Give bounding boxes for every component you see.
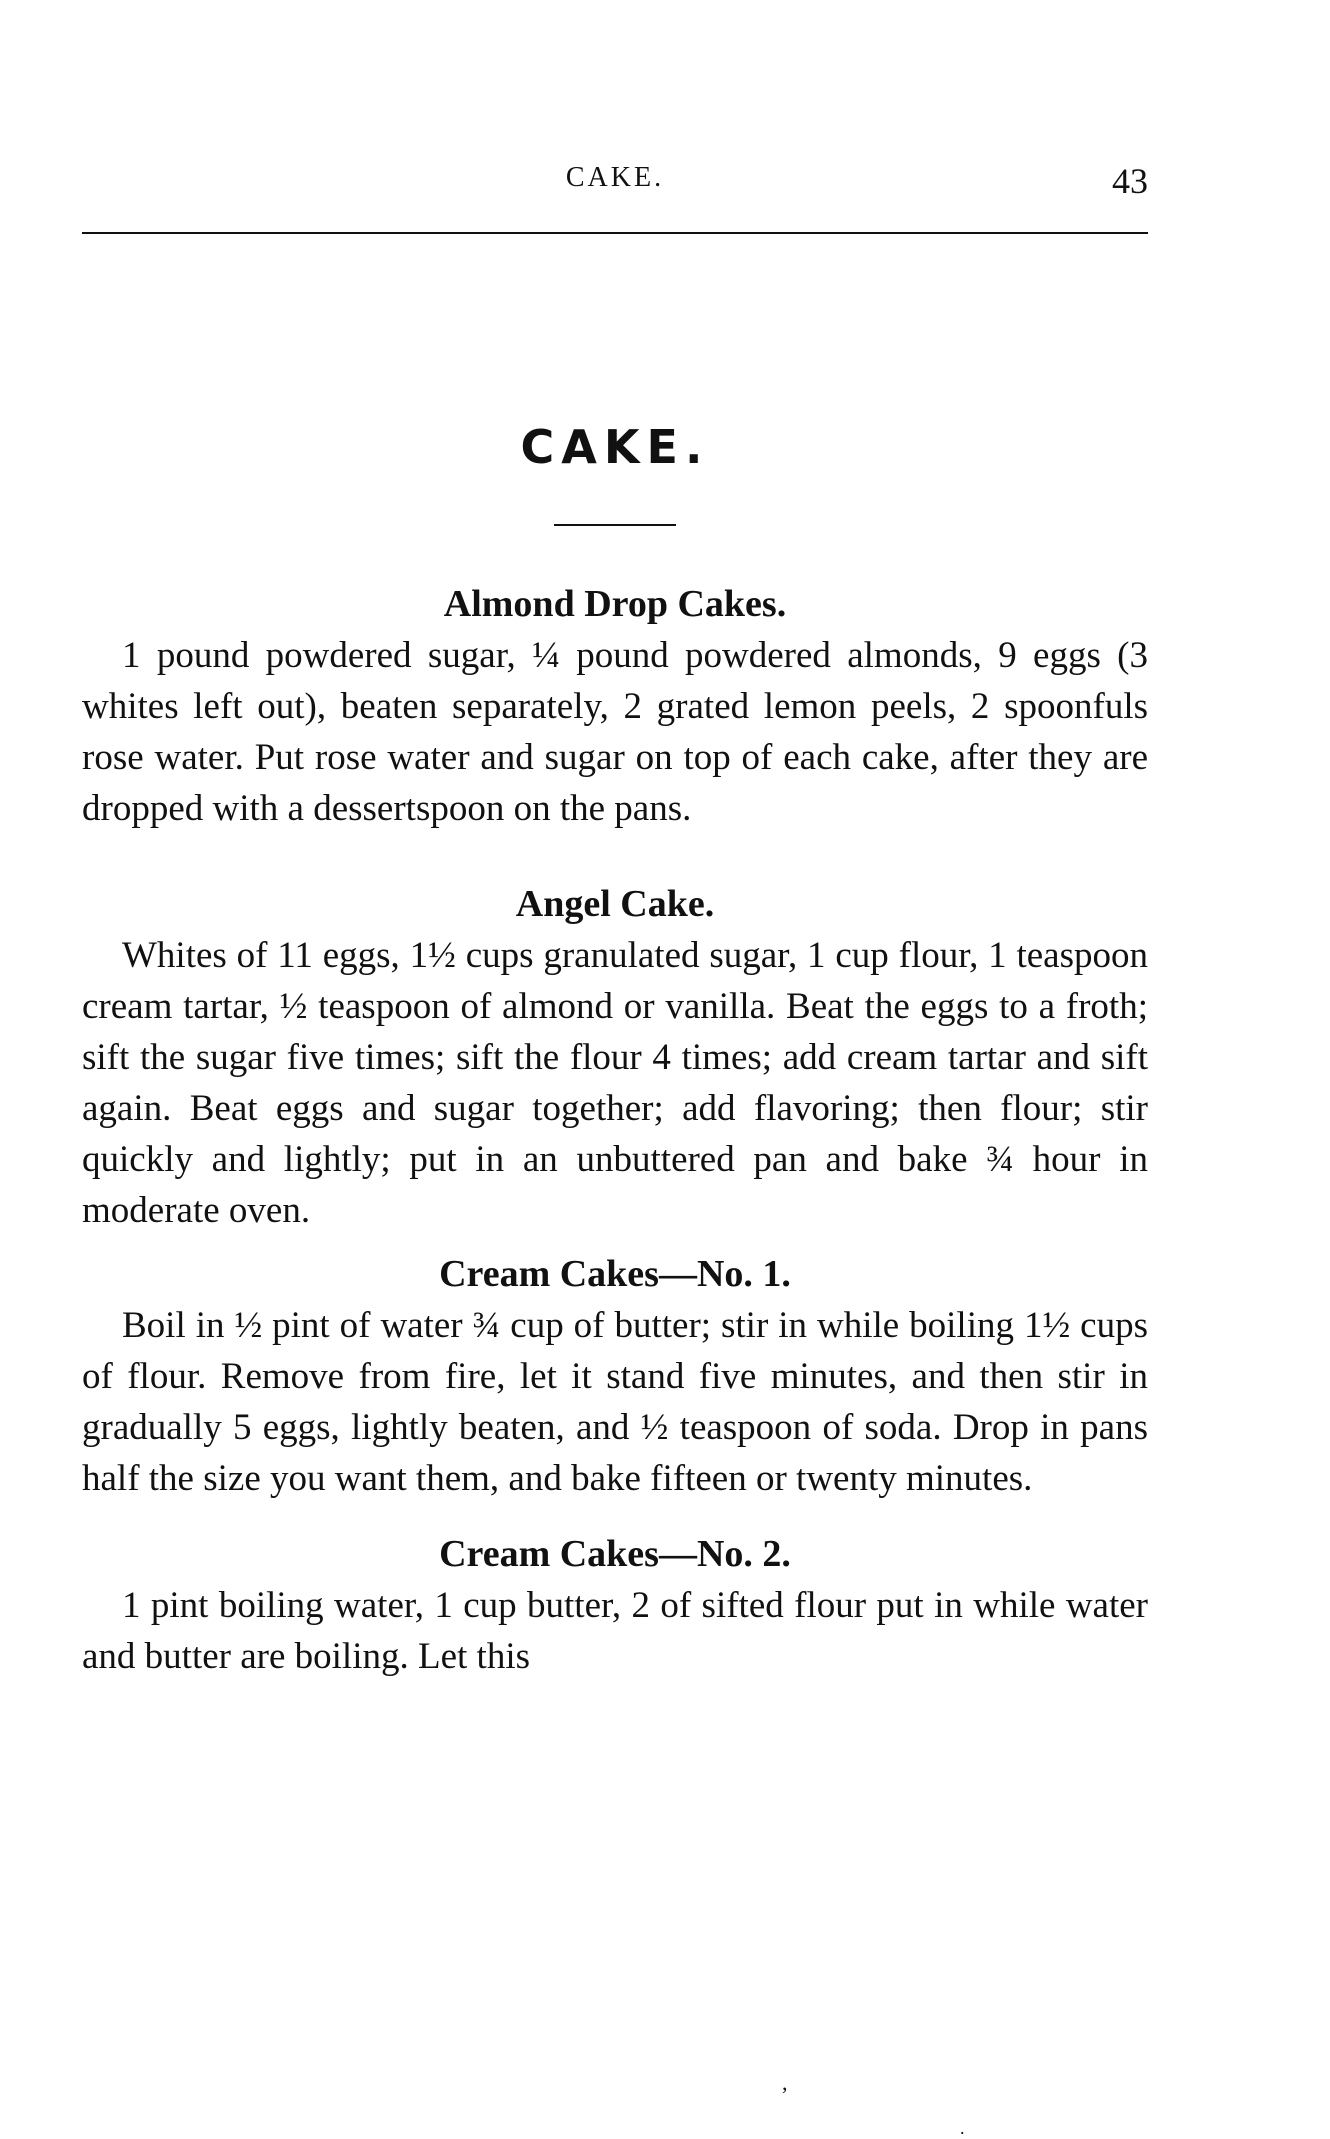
- spacer: [82, 1236, 1148, 1248]
- chapter-title: CAKE.: [520, 420, 710, 474]
- title-rule: [554, 524, 676, 526]
- ink-speck: ,: [782, 2070, 788, 2095]
- book-page: [82, 0, 1148, 2139]
- ink-speck: .: [960, 2118, 965, 2138]
- header-rule: [82, 232, 1148, 234]
- recipe-title: Cream Cakes—No. 2.: [439, 1533, 791, 1575]
- recipe-angel-cake: [82, 878, 1148, 1236]
- recipe-body: 1 pint boiling water, 1 cup butter, 2 of sifted flour put in while water and butter are boiling. Let this: [82, 1585, 1148, 1677]
- spacer: [82, 1504, 1148, 1528]
- recipe-cream-cakes-1: [82, 1248, 1148, 1504]
- recipe-body: 1 pound powdered sugar, ¼ pound powdered almonds, 9 eggs (3 whites left out), beaten separately, 2 grated lemon peels, 2 spoonfuls rose water. Put rose water and sugar on top of each cake, after they are dropped with a dessertspoon on the pans.: [82, 635, 1148, 829]
- recipe-body: Boil in ½ pint of water ¾ cup of butter; stir in while boiling 1½ cups of flour. Remove from fire, let it stand five minutes, and then stir in gradually 5 eggs, lightly beaten, and ½ teaspoon of soda. Drop in pans half the size you want them, and bake fifteen or twenty minutes.: [82, 1305, 1148, 1499]
- recipe-title: Angel Cake.: [515, 883, 715, 925]
- recipe-title: Almond Drop Cakes.: [443, 583, 787, 625]
- recipe-list: [82, 578, 1148, 1682]
- running-head: [82, 160, 1148, 200]
- recipe-title: Cream Cakes—No. 1.: [439, 1253, 791, 1295]
- recipe-body: Whites of 11 eggs, 1½ cups granulated sugar, 1 cup flour, 1 teaspoon cream tartar, ½ teaspoon of almond or vanilla. Beat the eggs to a froth; sift the sugar five times; sift the flour 4 times; add cream tartar and sift again. Beat eggs and sugar together; add flavoring; then flour; stir quickly and lightly; put in an unbuttered pan and bake ¾ hour in moderate oven.: [82, 935, 1148, 1231]
- recipe-cream-cakes-2: [82, 1528, 1148, 1682]
- recipe-almond-drop-cakes: [82, 578, 1148, 834]
- page-number: 43: [1112, 161, 1148, 201]
- spacer: [82, 834, 1148, 878]
- running-title: CAKE.: [565, 162, 665, 193]
